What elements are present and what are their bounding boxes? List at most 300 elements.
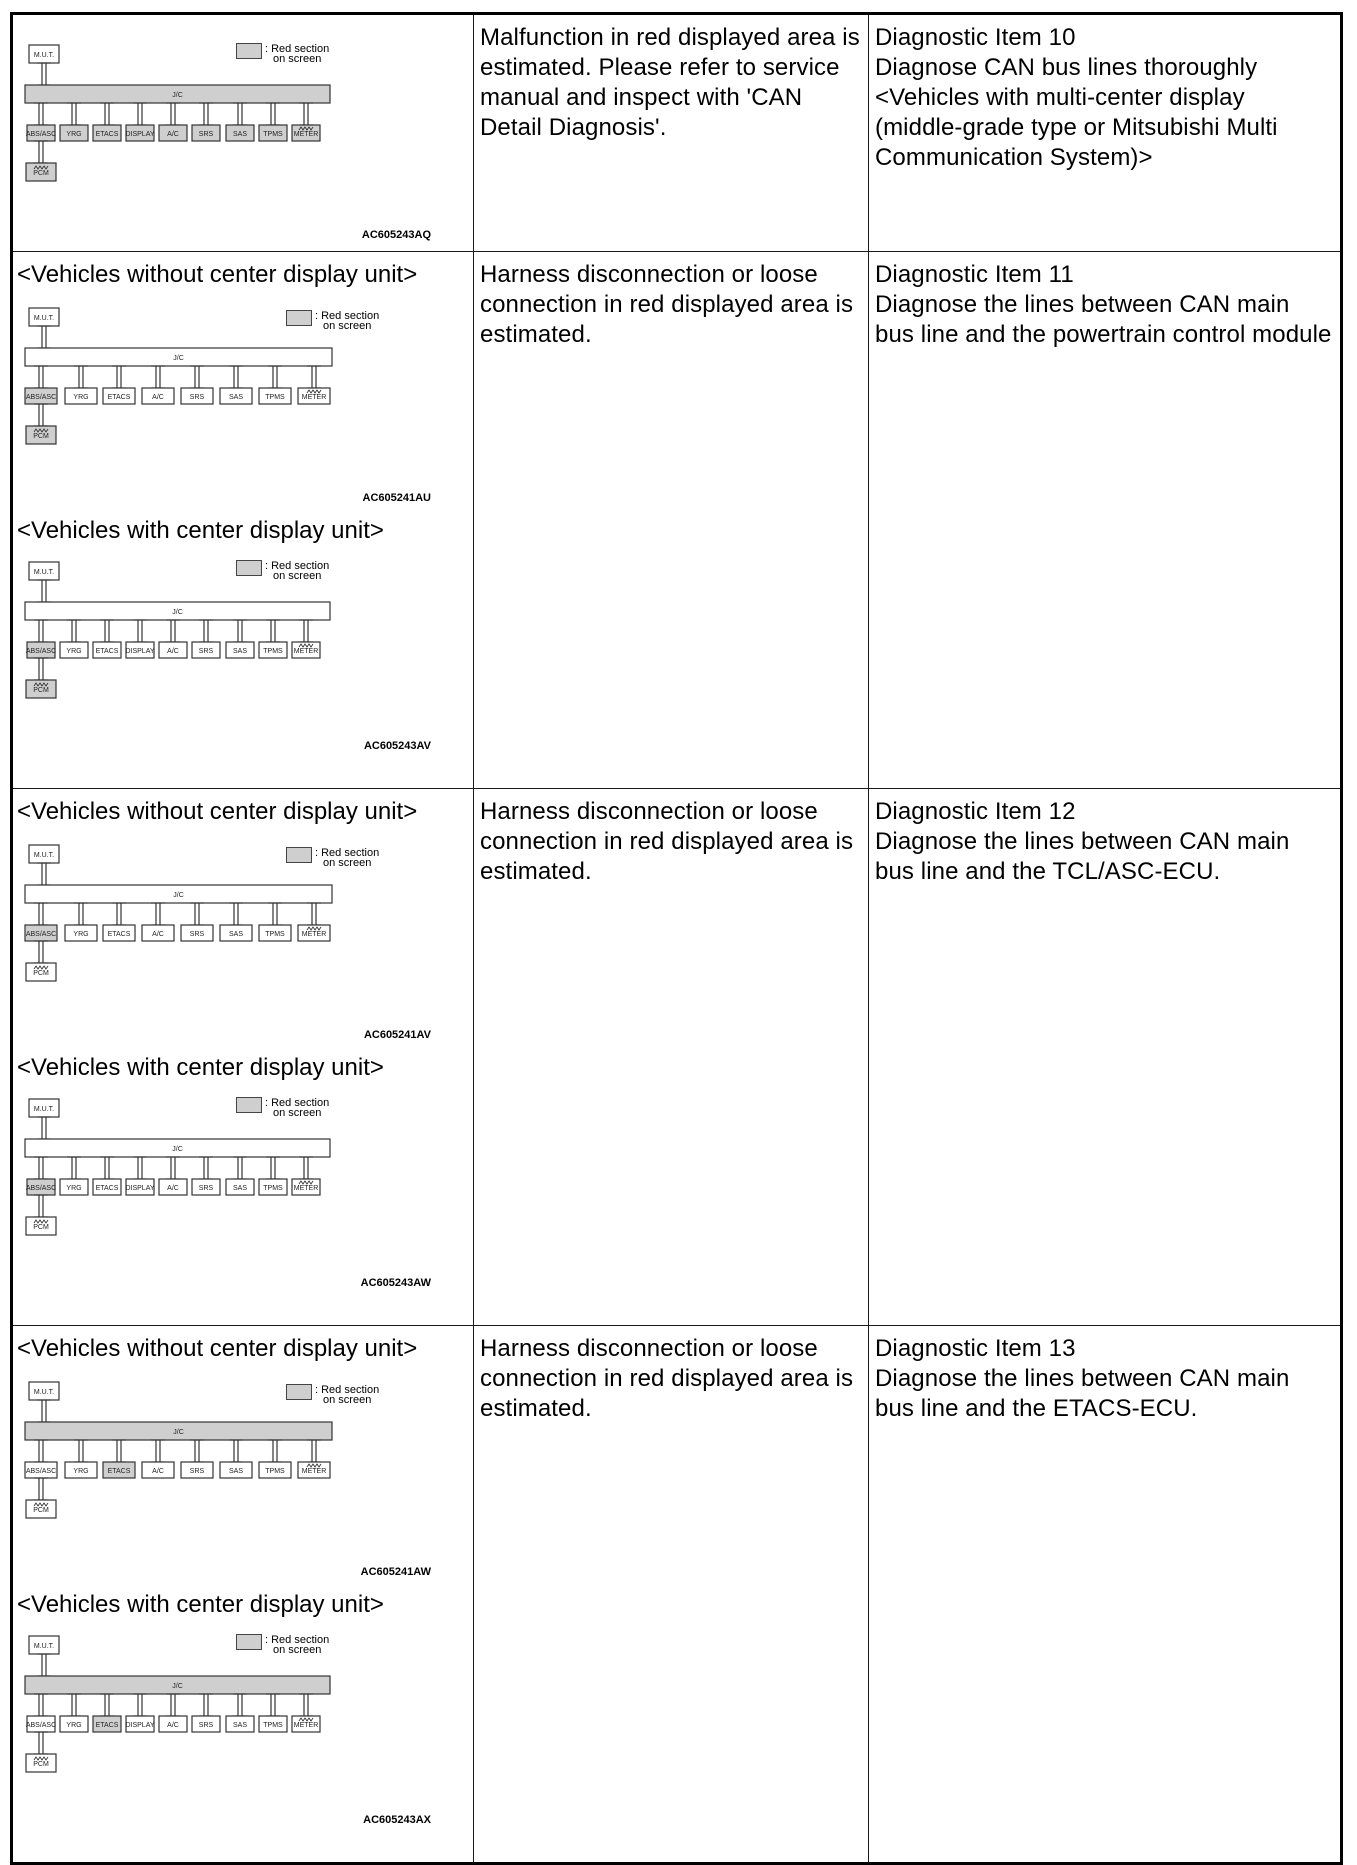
- srs-label: SRS: [198, 1722, 214, 1729]
- abs-box: [26, 642, 56, 658]
- connector: [112, 366, 126, 388]
- mut-box: [29, 1099, 59, 1117]
- meter-label: METER: [293, 1185, 319, 1192]
- srs-box: [192, 125, 220, 141]
- connector: [307, 903, 321, 925]
- connector: [268, 903, 282, 925]
- mut-label: M.U.T.: [33, 852, 55, 859]
- meter-box: [292, 1179, 320, 1195]
- connector: [190, 1440, 204, 1462]
- sas-box: [226, 1179, 254, 1195]
- tpms-label: TPMS: [263, 131, 283, 138]
- connector: [199, 1694, 213, 1716]
- meter-label: METER: [301, 931, 327, 938]
- vehicle-condition: <Vehicles with center display unit>: [17, 1054, 384, 1081]
- junction-connector-label: J/C: [173, 355, 184, 362]
- sas-label: SAS: [232, 1722, 248, 1729]
- connector: [34, 1157, 48, 1179]
- legend-swatch: [286, 310, 312, 326]
- srs-box: [192, 1179, 220, 1195]
- yrg-label: YRG: [73, 931, 89, 938]
- meter-label: METER: [301, 1468, 327, 1475]
- diagnostic-title: Diagnostic Item 12: [875, 798, 1076, 825]
- ac-label: A/C: [152, 1468, 164, 1475]
- connector: [37, 1400, 51, 1422]
- yrg-label: YRG: [73, 394, 89, 401]
- pcm-box: [26, 680, 56, 698]
- connector: [266, 1694, 280, 1716]
- connector: [37, 1117, 51, 1139]
- can-diagram-svg: [21, 1620, 441, 1830]
- tpms-label: TPMS: [265, 1468, 285, 1475]
- sas-box: [220, 1462, 252, 1478]
- abs-label: ABS/ASC: [25, 394, 57, 401]
- abs-label: ABS/ASC: [25, 648, 57, 655]
- abs-label: ABS/ASC: [25, 1185, 57, 1192]
- connector: [166, 620, 180, 642]
- connector: [34, 1732, 48, 1754]
- connector: [100, 1157, 114, 1179]
- figure-cell: [12, 252, 474, 789]
- figure-id: AC605243AV: [363, 740, 431, 752]
- junction-connector-box: [25, 1139, 330, 1157]
- connector: [151, 1440, 165, 1462]
- tpms-box: [259, 1716, 287, 1732]
- yrg-label: YRG: [66, 1722, 82, 1729]
- figure-block: [13, 15, 473, 251]
- connector: [34, 1440, 48, 1462]
- connector: [166, 1694, 180, 1716]
- pcm-box: [26, 963, 56, 981]
- display-box: [125, 1179, 154, 1195]
- connector: [299, 1157, 313, 1179]
- junction-connector-label: J/C: [172, 1683, 183, 1690]
- connector: [166, 103, 180, 125]
- diagnostic-cell: [869, 1326, 1342, 1864]
- etacs-label: ETACS: [107, 394, 131, 401]
- srs-box: [181, 388, 213, 404]
- junction-connector-label: J/C: [173, 892, 184, 899]
- legend-text: : Red section: [315, 847, 380, 859]
- ac-label: A/C: [152, 394, 164, 401]
- connector: [268, 366, 282, 388]
- etacs-label: ETACS: [95, 1185, 119, 1192]
- ac-box: [159, 1716, 187, 1732]
- etacs-box: [103, 925, 135, 941]
- meter-label: METER: [293, 648, 319, 655]
- vehicle-condition: <Vehicles without center display unit>: [17, 798, 418, 825]
- sas-label: SAS: [228, 931, 244, 938]
- junction-connector-box: [25, 602, 330, 620]
- connector: [190, 903, 204, 925]
- junction-connector-box: [25, 885, 332, 903]
- meter-box: [298, 1462, 330, 1478]
- yrg-label: YRG: [66, 648, 82, 655]
- display-box: [125, 125, 154, 141]
- connector: [34, 1694, 48, 1716]
- tpms-label: TPMS: [265, 931, 285, 938]
- connector: [307, 1440, 321, 1462]
- connector: [133, 620, 147, 642]
- srs-label: SRS: [189, 1468, 205, 1475]
- connector: [133, 1157, 147, 1179]
- tpms-box: [259, 125, 287, 141]
- legend-swatch: [236, 1634, 262, 1650]
- legend-swatch: [236, 43, 262, 59]
- junction-connector-box: [25, 1676, 330, 1694]
- legend-text: : Red section: [315, 1384, 380, 1396]
- abs-box: [25, 925, 57, 941]
- tpms-label: TPMS: [263, 648, 283, 655]
- mut-box: [29, 562, 59, 580]
- connector: [34, 903, 48, 925]
- pcm-label: PCM: [33, 687, 49, 694]
- etacs-label: ETACS: [107, 931, 131, 938]
- connector: [34, 141, 48, 163]
- connector: [133, 1694, 147, 1716]
- can-bus-diagram: [21, 15, 441, 245]
- figure-id: AC605241AW: [360, 1566, 431, 1578]
- can-diagram-svg: [21, 15, 441, 245]
- legend-text: : Red section: [265, 560, 330, 572]
- connector: [100, 1694, 114, 1716]
- pcm-label: PCM: [33, 1507, 49, 1514]
- mut-box: [29, 845, 59, 863]
- tpms-box: [259, 1179, 287, 1195]
- mut-label: M.U.T.: [33, 1106, 55, 1113]
- connector: [34, 1478, 48, 1500]
- ac-box: [159, 642, 187, 658]
- tpms-box: [259, 388, 291, 404]
- srs-box: [181, 1462, 213, 1478]
- connector: [133, 103, 147, 125]
- display-label: DISPLAY: [125, 131, 155, 138]
- can-bus-diagram: [21, 290, 441, 508]
- legend-text: : Red section: [265, 1097, 330, 1109]
- meter-label: METER: [293, 131, 319, 138]
- mut-box: [29, 1382, 59, 1400]
- figure-id: AC605241AU: [362, 492, 431, 504]
- srs-box: [181, 925, 213, 941]
- etacs-label: ETACS: [107, 1468, 131, 1475]
- sas-label: SAS: [232, 648, 248, 655]
- connector: [37, 326, 51, 348]
- srs-label: SRS: [198, 648, 214, 655]
- connector: [299, 620, 313, 642]
- connector: [112, 903, 126, 925]
- junction-connector-label: J/C: [172, 609, 183, 616]
- display-label: DISPLAY: [125, 1722, 155, 1729]
- yrg-box: [65, 388, 97, 404]
- diagnostic-description: Diagnose the lines between CAN main bus line and the TCL/ASC-ECU.: [875, 828, 1290, 885]
- srs-label: SRS: [189, 931, 205, 938]
- diagnostic-title: Diagnostic Item 13: [875, 1335, 1076, 1362]
- abs-box: [25, 388, 57, 404]
- table-row: [12, 789, 1342, 1326]
- connector: [67, 620, 81, 642]
- tpms-box: [259, 642, 287, 658]
- pcm-label: PCM: [33, 1761, 49, 1768]
- connector: [34, 941, 48, 963]
- can-bus-diagram: [21, 827, 441, 1045]
- diagnostic-description: Diagnose CAN bus lines thoroughly <Vehicles with multi-center display (middle-grade type or Mitsubishi Multi Communication System)>: [875, 54, 1278, 171]
- mut-label: M.U.T.: [33, 1643, 55, 1650]
- can-bus-diagram: [21, 1364, 441, 1582]
- connector: [74, 1440, 88, 1462]
- ac-box: [142, 388, 174, 404]
- yrg-label: YRG: [66, 131, 82, 138]
- figure-cell: [12, 1326, 474, 1864]
- connector: [34, 1195, 48, 1217]
- diagnostic-cell: [869, 252, 1342, 789]
- can-diagram-svg: [21, 546, 441, 756]
- connector: [233, 620, 247, 642]
- abs-box: [26, 125, 56, 141]
- vehicle-condition: <Vehicles without center display unit>: [17, 261, 418, 288]
- etacs-label: ETACS: [95, 648, 119, 655]
- sas-label: SAS: [228, 394, 244, 401]
- connector: [190, 366, 204, 388]
- figure-id: AC605241AV: [363, 1029, 431, 1041]
- etacs-box: [103, 388, 135, 404]
- sas-label: SAS: [228, 1468, 244, 1475]
- connector: [266, 1157, 280, 1179]
- connector: [37, 63, 51, 85]
- connector: [307, 366, 321, 388]
- connector: [37, 1654, 51, 1676]
- display-label: DISPLAY: [125, 1185, 155, 1192]
- connector: [233, 1694, 247, 1716]
- connector: [268, 1440, 282, 1462]
- display-label: DISPLAY: [125, 648, 155, 655]
- connector: [199, 103, 213, 125]
- yrg-box: [60, 125, 88, 141]
- result-cell: [474, 252, 869, 789]
- abs-label: ABS/ASC: [25, 1722, 57, 1729]
- srs-label: SRS: [189, 394, 205, 401]
- result-text: Malfunction in red displayed area is estimated. Please refer to service manual and inspect with 'CAN Detail Diagnosis'.: [480, 24, 860, 141]
- meter-label: METER: [301, 394, 327, 401]
- ac-box: [142, 1462, 174, 1478]
- connector: [166, 1157, 180, 1179]
- connector: [67, 1157, 81, 1179]
- sas-box: [226, 125, 254, 141]
- sas-box: [220, 925, 252, 941]
- mut-label: M.U.T.: [33, 569, 55, 576]
- display-box: [125, 642, 154, 658]
- legend-text: on screen: [323, 1394, 372, 1406]
- etacs-label: ETACS: [95, 131, 119, 138]
- pcm-box: [26, 1217, 56, 1235]
- vehicle-condition: <Vehicles with center display unit>: [17, 517, 384, 544]
- legend-text: : Red section: [315, 310, 380, 322]
- abs-label: ABS/ASC: [25, 1468, 57, 1475]
- etacs-box: [103, 1462, 135, 1478]
- connector: [34, 366, 48, 388]
- sas-box: [226, 642, 254, 658]
- diagnostic-title: Diagnostic Item 10: [875, 24, 1076, 51]
- sas-label: SAS: [232, 1185, 248, 1192]
- legend-swatch: [286, 1384, 312, 1400]
- connector: [199, 1157, 213, 1179]
- etacs-box: [93, 125, 121, 141]
- junction-connector-label: J/C: [173, 1429, 184, 1436]
- tpms-box: [259, 925, 291, 941]
- connector: [34, 658, 48, 680]
- ac-label: A/C: [167, 648, 179, 655]
- yrg-label: YRG: [73, 1468, 89, 1475]
- abs-box: [26, 1179, 56, 1195]
- mut-label: M.U.T.: [33, 52, 55, 59]
- figure-cell: [12, 14, 474, 252]
- srs-label: SRS: [198, 1185, 214, 1192]
- connector: [266, 620, 280, 642]
- connector: [266, 103, 280, 125]
- ac-label: A/C: [167, 131, 179, 138]
- connector: [37, 863, 51, 885]
- yrg-box: [60, 1716, 88, 1732]
- connector: [229, 903, 243, 925]
- pcm-label: PCM: [33, 433, 49, 440]
- table-row: [12, 252, 1342, 789]
- tpms-label: TPMS: [263, 1722, 283, 1729]
- result-cell: [474, 789, 869, 1326]
- tpms-box: [259, 1462, 291, 1478]
- yrg-box: [65, 1462, 97, 1478]
- etacs-label: ETACS: [95, 1722, 119, 1729]
- pcm-box: [26, 163, 56, 181]
- connector: [151, 366, 165, 388]
- srs-label: SRS: [198, 131, 214, 138]
- can-bus-diagram: [21, 1083, 441, 1293]
- connector: [34, 103, 48, 125]
- meter-box: [292, 642, 320, 658]
- display-box: [125, 1716, 154, 1732]
- legend-text: on screen: [273, 1107, 322, 1119]
- result-cell: [474, 14, 869, 252]
- srs-box: [192, 1716, 220, 1732]
- sas-box: [220, 388, 252, 404]
- pcm-box: [26, 426, 56, 444]
- vehicle-condition: <Vehicles with center display unit>: [17, 1591, 384, 1618]
- result-text: Harness disconnection or loose connection in red displayed area is estimated.: [480, 261, 854, 348]
- abs-label: ABS/ASC: [25, 931, 57, 938]
- diagnostic-cell: [869, 789, 1342, 1326]
- yrg-label: YRG: [66, 1185, 82, 1192]
- junction-connector-box: [25, 348, 332, 366]
- yrg-box: [60, 642, 88, 658]
- sas-label: SAS: [232, 131, 248, 138]
- result-text: Harness disconnection or loose connection in red displayed area is estimated.: [480, 798, 854, 885]
- mut-label: M.U.T.: [33, 315, 55, 322]
- pcm-box: [26, 1754, 56, 1772]
- abs-box: [26, 1716, 56, 1732]
- can-bus-diagram: [21, 546, 441, 756]
- mut-box: [29, 45, 59, 63]
- connector: [100, 103, 114, 125]
- connector: [229, 1440, 243, 1462]
- etacs-box: [93, 1179, 121, 1195]
- meter-box: [292, 125, 320, 141]
- connector: [37, 580, 51, 602]
- mut-box: [29, 308, 59, 326]
- junction-connector-label: J/C: [172, 1146, 183, 1153]
- figure-cell: [12, 789, 474, 1326]
- figure-id: AC605243AW: [360, 1277, 431, 1289]
- connector: [151, 903, 165, 925]
- legend-swatch: [236, 560, 262, 576]
- abs-label: ABS/ASC: [25, 131, 57, 138]
- connector: [233, 103, 247, 125]
- connector: [67, 1694, 81, 1716]
- figure-id: AC605243AQ: [361, 229, 431, 241]
- yrg-box: [60, 1179, 88, 1195]
- connector: [34, 404, 48, 426]
- connector: [112, 1440, 126, 1462]
- legend-text: on screen: [273, 53, 322, 65]
- ac-label: A/C: [152, 931, 164, 938]
- etacs-box: [93, 1716, 121, 1732]
- table-row: [12, 1326, 1342, 1864]
- connector: [67, 103, 81, 125]
- ac-box: [159, 125, 187, 141]
- connector: [74, 903, 88, 925]
- etacs-box: [93, 642, 121, 658]
- junction-connector-box: [25, 1422, 332, 1440]
- vehicle-condition: <Vehicles without center display unit>: [17, 1335, 418, 1362]
- legend-text: on screen: [273, 570, 322, 582]
- connector: [199, 620, 213, 642]
- srs-box: [192, 642, 220, 658]
- legend-swatch: [236, 1097, 262, 1113]
- result-text: Harness disconnection or loose connection in red displayed area is estimated.: [480, 1335, 854, 1422]
- can-diagram-svg: [21, 1083, 441, 1293]
- junction-connector-label: J/C: [172, 92, 183, 99]
- meter-box: [298, 388, 330, 404]
- legend-text: on screen: [273, 1644, 322, 1656]
- diagnostic-description: Diagnose the lines between CAN main bus line and the ETACS-ECU.: [875, 1365, 1290, 1422]
- diagnostic-cell: [869, 14, 1342, 252]
- tpms-label: TPMS: [263, 1185, 283, 1192]
- can-bus-diagram: [21, 1620, 441, 1830]
- pcm-label: PCM: [33, 1224, 49, 1231]
- connector: [74, 366, 88, 388]
- legend-text: : Red section: [265, 1634, 330, 1646]
- connector: [233, 1157, 247, 1179]
- meter-label: METER: [293, 1722, 319, 1729]
- pcm-label: PCM: [33, 970, 49, 977]
- abs-box: [25, 1462, 57, 1478]
- mut-box: [29, 1636, 59, 1654]
- connector: [34, 620, 48, 642]
- ac-label: A/C: [167, 1185, 179, 1192]
- legend-swatch: [286, 847, 312, 863]
- table-row: [12, 14, 1342, 252]
- figure-id: AC605243AX: [363, 1814, 431, 1826]
- mut-label: M.U.T.: [33, 1389, 55, 1396]
- sas-box: [226, 1716, 254, 1732]
- diagnostic-title: Diagnostic Item 11: [875, 261, 1074, 288]
- connector: [100, 620, 114, 642]
- connector: [229, 366, 243, 388]
- legend-text: : Red section: [265, 43, 330, 55]
- yrg-box: [65, 925, 97, 941]
- connector: [299, 103, 313, 125]
- tpms-label: TPMS: [265, 394, 285, 401]
- pcm-label: PCM: [33, 170, 49, 177]
- diagnostic-description: Diagnose the lines between CAN main bus line and the powertrain control module: [875, 291, 1332, 348]
- legend-text: on screen: [323, 320, 372, 332]
